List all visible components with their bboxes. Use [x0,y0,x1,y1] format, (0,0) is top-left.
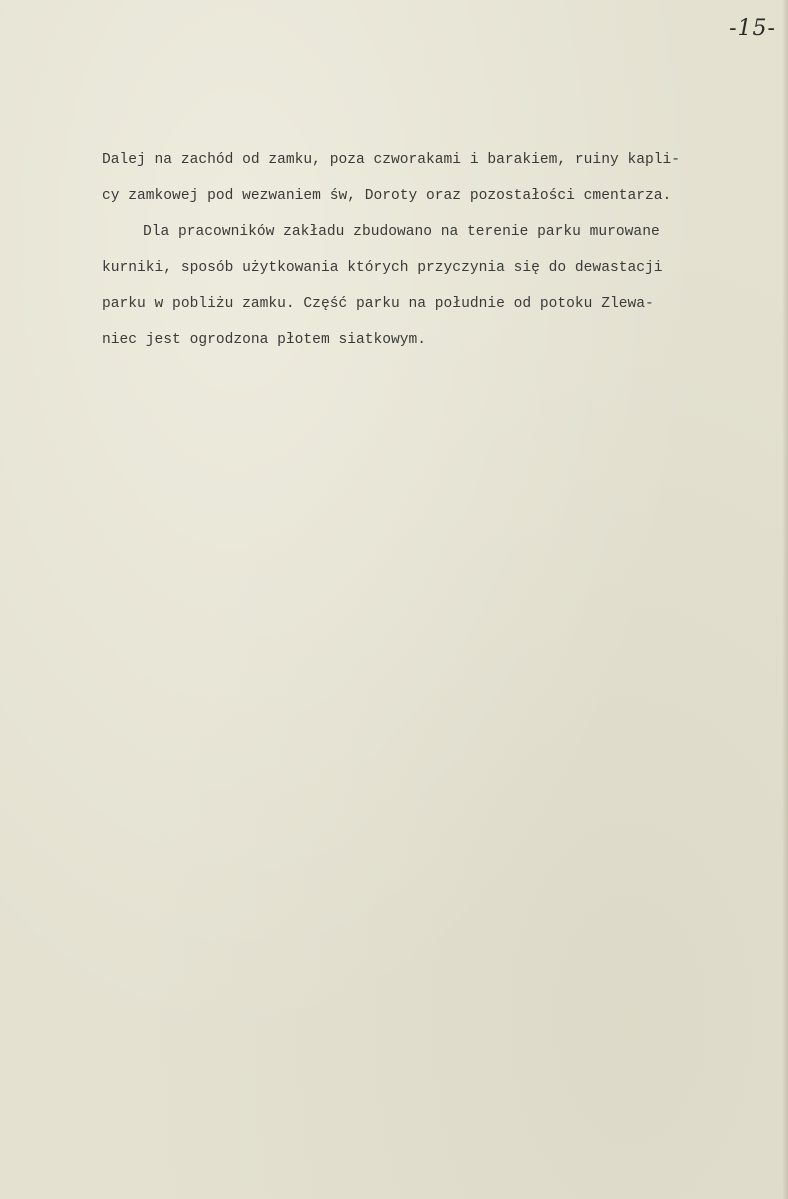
text-line: kurniki, sposób użytkowania których przyczynia się do dewastacji [102,260,663,276]
text-line: cy zamkowej pod wezwaniem św, Doroty oraz pozostałości cmentarza. [102,188,672,204]
body-text [100,142,788,358]
page-number: -15- [729,16,776,41]
text-line-paragraph-start: Dla pracowników zakładu zbudowano na terenie parku murowane [143,224,660,240]
text-line: parku w pobliżu zamku. Część parku na południe od potoku Zlewa- [102,296,654,312]
text-line: Dalej na zachód od zamku, poza czworakami i barakiem, ruiny kapli- [102,152,681,168]
text-line: niec jest ogrodzona płotem siatkowym. [102,332,427,348]
